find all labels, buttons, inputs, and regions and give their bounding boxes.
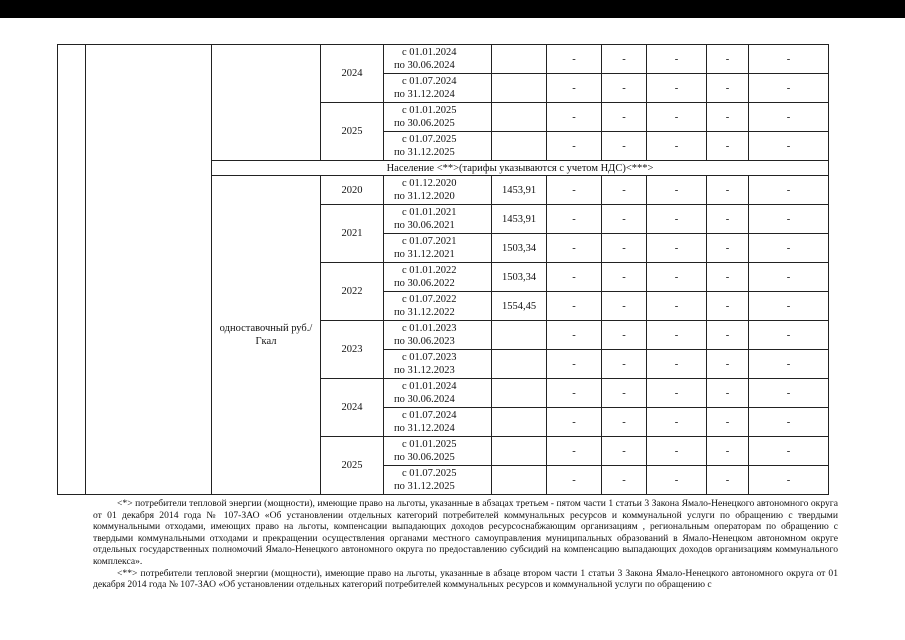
tariff-value-cell [492,408,547,437]
dash-cell: - [707,205,749,234]
dash-cell: - [547,234,602,263]
tariff-table [57,44,829,495]
period-cell [384,103,492,132]
period-cell [384,45,492,74]
scan-top-edge [0,0,905,18]
tariff-value-cell: 1503,34 [492,234,547,263]
dash-cell: - [707,74,749,103]
dash-cell: - [647,321,707,350]
dash-cell: - [707,234,749,263]
dash-cell: - [602,103,647,132]
period-cell [384,379,492,408]
period-cell [384,263,492,292]
dash-cell: - [547,45,602,74]
dash-cell: - [547,103,602,132]
unit-label: одноставочный руб./Гкал [212,176,321,495]
blank-col-1 [58,45,86,495]
dash-cell: - [647,263,707,292]
dash-cell: - [602,408,647,437]
dash-cell: - [749,45,829,74]
dash-cell: - [647,437,707,466]
tariff-value-cell [492,466,547,495]
dash-cell: - [647,292,707,321]
tariff-value-cell: 1453,91 [492,176,547,205]
tariff-value-cell [492,321,547,350]
period-cell [384,205,492,234]
footnotes [93,498,838,591]
dash-cell: - [547,292,602,321]
dash-cell: - [707,292,749,321]
year-cell: 2024 [321,45,384,103]
year-cell: 2024 [321,379,384,437]
dash-cell: - [547,437,602,466]
year-cell: 2022 [321,263,384,321]
dash-cell: - [749,263,829,292]
dash-cell: - [602,176,647,205]
dash-cell: - [749,437,829,466]
period-from: с 01.01.2024 [402,381,457,392]
dash-cell: - [602,350,647,379]
tariff-value-cell [492,379,547,408]
period-to: по 31.12.2021 [394,249,455,260]
tariff-value-cell [492,132,547,161]
dash-cell: - [707,379,749,408]
period-to: по 30.06.2025 [394,452,455,463]
period-from: с 01.07.2024 [402,76,457,87]
tariff-value-cell [492,45,547,74]
tariff-value-cell [492,437,547,466]
period-cell [384,292,492,321]
dash-cell: - [707,437,749,466]
dash-cell: - [602,45,647,74]
dash-cell: - [647,379,707,408]
period-to: по 31.12.2025 [394,147,455,158]
period-from: с 01.07.2022 [402,294,457,305]
table-row [58,45,829,74]
dash-cell: - [602,292,647,321]
dash-cell: - [749,132,829,161]
period-from: с 01.01.2022 [402,265,457,276]
tariff-value-cell: 1503,34 [492,263,547,292]
dash-cell: - [749,234,829,263]
period-cell [384,176,492,205]
period-cell [384,132,492,161]
population-header: Население <**>(тарифы указываются с учетом НДС)<***> [212,161,829,176]
dash-cell: - [647,45,707,74]
period-cell [384,234,492,263]
period-to: по 31.12.2023 [394,365,455,376]
tariff-value-cell [492,74,547,103]
period-from: с 01.07.2025 [402,134,457,145]
year-cell: 2023 [321,321,384,379]
dash-cell: - [749,379,829,408]
dash-cell: - [707,103,749,132]
tariff-table-body [58,45,829,495]
dash-cell: - [647,234,707,263]
dash-cell: - [602,74,647,103]
dash-cell: - [547,321,602,350]
period-from: с 01.01.2024 [402,47,457,58]
dash-cell: - [647,176,707,205]
footnote-2: <**> потребители тепловой энергии (мощности), имеющие право на льготы, указанные в абзаце втором части 1 статьи 3 Закона Ямало-Ненецкого автономного округа от 01 декабря 2014 года № 107-ЗАО «Об установлении отдельных категорий потребителей коммунальных ресурсов и коммунальной услуги по обращению с [93,567,838,591]
period-from: с 01.07.2023 [402,352,457,363]
dash-cell: - [547,176,602,205]
dash-cell: - [602,379,647,408]
period-from: с 01.07.2025 [402,468,457,479]
dash-cell: - [647,205,707,234]
dash-cell: - [749,292,829,321]
year-cell: 2025 [321,103,384,161]
dash-cell: - [707,263,749,292]
dash-cell: - [749,350,829,379]
dash-cell: - [707,350,749,379]
dash-cell: - [547,350,602,379]
dash-cell: - [707,176,749,205]
dash-cell: - [707,45,749,74]
tariff-value-cell: 1554,45 [492,292,547,321]
period-from: с 01.01.2025 [402,439,457,450]
dash-cell: - [547,205,602,234]
period-cell [384,408,492,437]
dash-cell: - [749,103,829,132]
dash-cell: - [749,74,829,103]
period-to: по 30.06.2021 [394,220,455,231]
period-cell [384,74,492,103]
dash-cell: - [647,350,707,379]
period-from: с 01.01.2025 [402,105,457,116]
tariff-value-cell: 1453,91 [492,205,547,234]
dash-cell: - [602,437,647,466]
dash-cell: - [647,466,707,495]
period-from: с 01.07.2021 [402,236,457,247]
dash-cell: - [647,103,707,132]
dash-cell: - [707,408,749,437]
tariff-value-cell [492,103,547,132]
period-to: по 31.12.2024 [394,423,455,434]
dash-cell: - [602,321,647,350]
period-from: с 01.07.2024 [402,410,457,421]
dash-cell: - [749,176,829,205]
dash-cell: - [547,408,602,437]
period-cell [384,466,492,495]
period-from: с 01.12.2020 [402,178,457,189]
blank-unit-upper [212,45,321,161]
period-to: по 30.06.2024 [394,394,455,405]
dash-cell: - [547,466,602,495]
dash-cell: - [647,74,707,103]
dash-cell: - [602,234,647,263]
period-to: по 31.12.2022 [394,307,455,318]
footnote-1: <*> потребители тепловой энергии (мощности), имеющие право на льготы, указанные в абзацах третьем - пятом части 1 статьи 3 Закона Ямало-Ненецкого автономного округа от 01 декабря 2014 года № 107-ЗАО «Об установлении отдельных категорий потребителей коммунальных ресурсов и коммунальной услуги по обращению с твердыми коммунальными отходами, имеющих право на льготы, компенсации выпадающих доходов ресурсоснабжающим организациям , региональным операторам по обращению с твердыми коммунальными отходами и прекращении осуществления органами местного самоуправления муниципальных образований в Ямало-Ненецком автономном округе отдельных государственных полномочий Ямало-Ненецкого автономного округа по предоставлению субсидий на компенсацию выпадающих доходов организациям коммунального комплекса». [93,498,838,567]
period-cell [384,437,492,466]
year-cell: 2020 [321,176,384,205]
period-to: по 30.06.2023 [394,336,455,347]
dash-cell: - [749,321,829,350]
dash-cell: - [602,466,647,495]
dash-cell: - [707,466,749,495]
dash-cell: - [749,408,829,437]
blank-col-2 [86,45,212,495]
dash-cell: - [707,321,749,350]
period-cell [384,350,492,379]
dash-cell: - [547,263,602,292]
dash-cell: - [602,132,647,161]
dash-cell: - [647,408,707,437]
year-cell: 2021 [321,205,384,263]
dash-cell: - [749,205,829,234]
period-to: по 30.06.2024 [394,60,455,71]
tariff-value-cell [492,350,547,379]
period-to: по 31.12.2020 [394,191,455,202]
period-to: по 31.12.2025 [394,481,455,492]
dash-cell: - [647,132,707,161]
period-cell [384,321,492,350]
period-from: с 01.01.2023 [402,323,457,334]
period-from: с 01.01.2021 [402,207,457,218]
period-to: по 31.12.2024 [394,89,455,100]
dash-cell: - [602,263,647,292]
dash-cell: - [749,466,829,495]
year-cell: 2025 [321,437,384,495]
period-to: по 30.06.2025 [394,118,455,129]
dash-cell: - [547,132,602,161]
dash-cell: - [547,379,602,408]
dash-cell: - [707,132,749,161]
dash-cell: - [547,74,602,103]
dash-cell: - [602,205,647,234]
period-to: по 30.06.2022 [394,278,455,289]
